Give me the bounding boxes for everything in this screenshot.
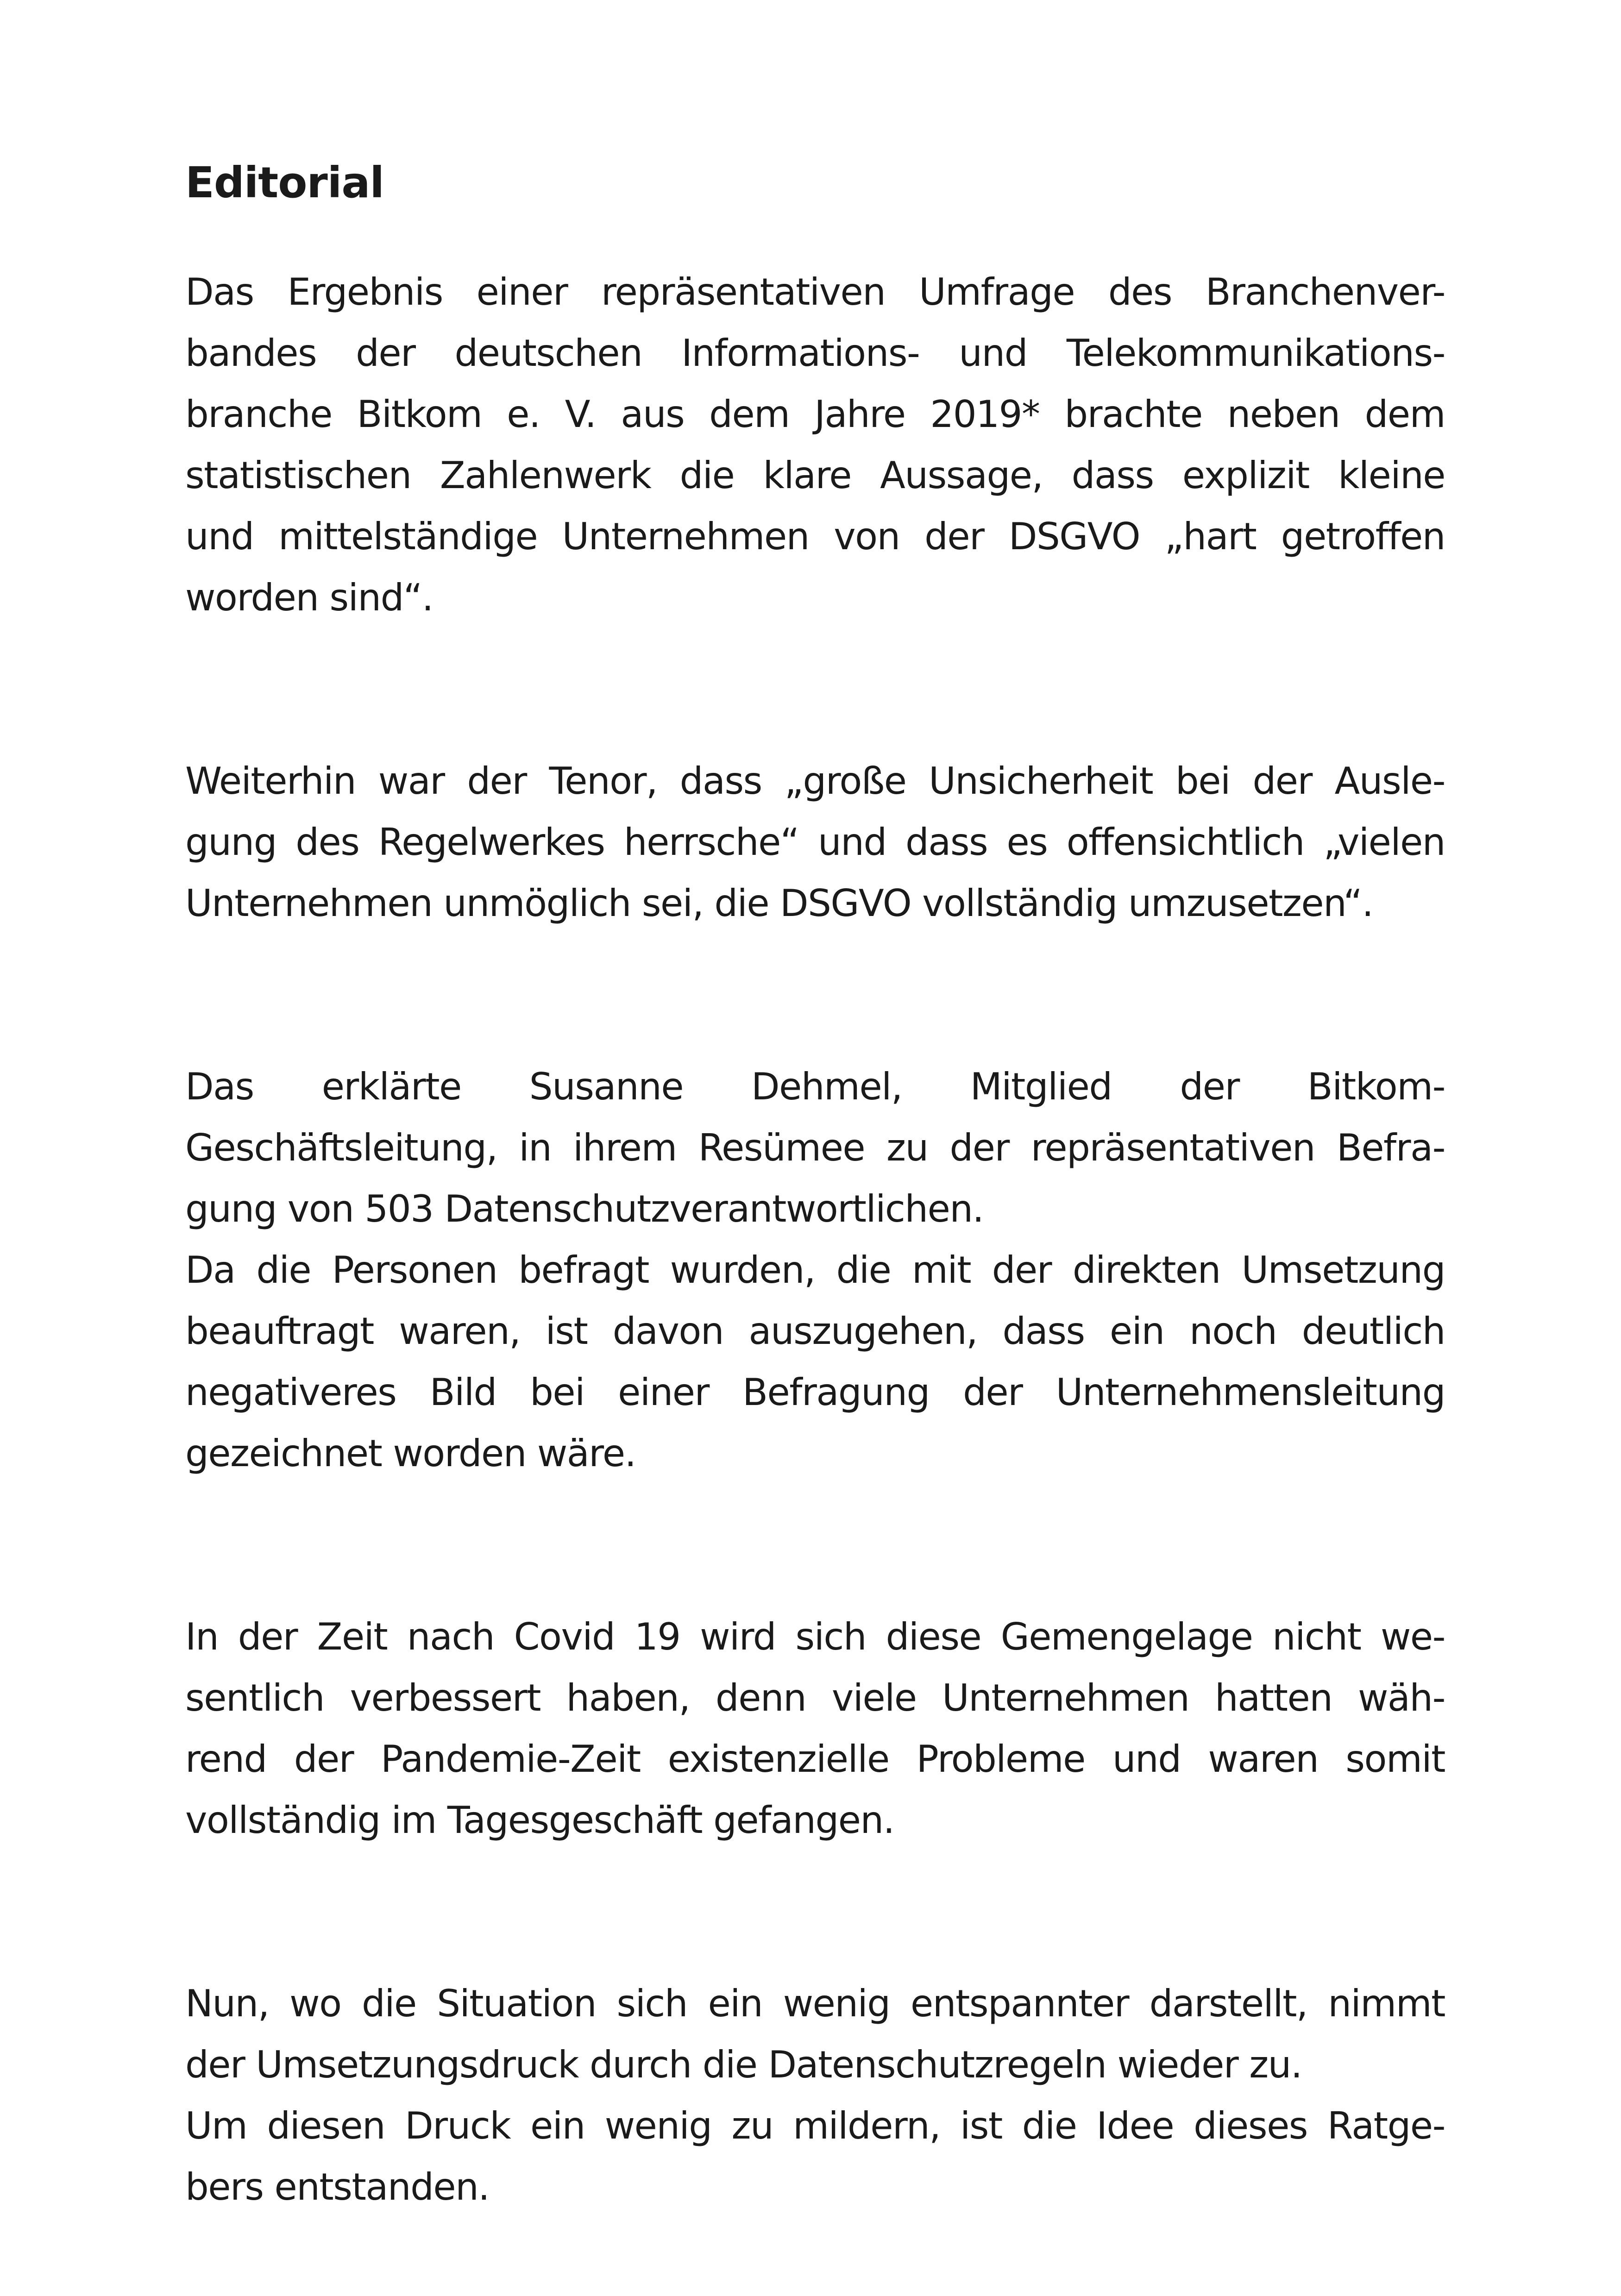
text-line: bers entstanden. bbox=[185, 2165, 490, 2209]
text-line: worden sind“. bbox=[185, 576, 433, 620]
document-content bbox=[185, 157, 1445, 2218]
text-line: der Umsetzungsdruck durch die Datenschutzregeln wieder zu. bbox=[185, 2043, 1302, 2087]
paragraph bbox=[185, 1973, 1445, 2218]
paragraph-spacer bbox=[185, 1851, 1445, 1973]
text-line: Nun, wo die Situation sich ein wenig entspannter darstellt, nimmt bbox=[185, 1982, 1445, 2026]
text-line: und mittelständige Unternehmen von der DSGVO „hart getroffen bbox=[185, 515, 1445, 558]
paragraph bbox=[185, 1606, 1445, 1851]
text-line: beauftragt waren, ist davon auszugehen, dass ein noch deutlich bbox=[185, 1310, 1445, 1353]
paragraph-spacer bbox=[185, 1484, 1445, 1606]
paragraph bbox=[185, 1056, 1445, 1484]
text-line: negativeres Bild bei einer Befragung der Unternehmensleitung bbox=[185, 1371, 1445, 1414]
text-line: branche Bitkom e. V. aus dem Jahre 2019* brachte neben dem bbox=[185, 393, 1445, 436]
text-line: gung des Regelwerkes herrsche“ und dass es offensichtlich „vielen bbox=[185, 821, 1445, 864]
text-line: statistischen Zahlenwerk die klare Aussage, dass explizit kleine bbox=[185, 454, 1445, 497]
text-line: bandes der deutschen Informations- und Telekommunikations- bbox=[185, 332, 1445, 375]
text-line: Das erklärte Susanne Dehmel, Mitglied der Bitkom- bbox=[185, 1065, 1445, 1109]
page-title: Editorial bbox=[185, 158, 384, 207]
text-line: In der Zeit nach Covid 19 wird sich diese Gemengelage nicht we- bbox=[185, 1615, 1445, 1659]
text-line: rend der Pandemie-Zeit existenzielle Probleme und waren somit bbox=[185, 1738, 1445, 1781]
text-line: sentlich verbessert haben, denn viele Unternehmen hatten wäh- bbox=[185, 1676, 1445, 1720]
text-line: gezeichnet worden wäre. bbox=[185, 1432, 636, 1475]
paragraph bbox=[185, 262, 1445, 628]
text-line: Das Ergebnis einer repräsentativen Umfrage des Branchenver- bbox=[185, 270, 1445, 314]
paragraph-spacer bbox=[185, 628, 1445, 751]
text-line: Unternehmen unmöglich sei, die DSGVO vollständig umzusetzen“. bbox=[185, 882, 1373, 925]
text-line: Um diesen Druck ein wenig zu mildern, ist die Idee dieses Ratge- bbox=[185, 2104, 1445, 2148]
text-line: vollständig im Tagesgeschäft gefangen. bbox=[185, 1799, 894, 1842]
text-line: Weiterhin war der Tenor, dass „große Unsicherheit bei der Ausle- bbox=[185, 759, 1445, 803]
text-line: gung von 503 Datenschutzverantwortlichen. bbox=[185, 1187, 984, 1231]
paragraph bbox=[185, 751, 1445, 934]
paragraph-spacer bbox=[185, 934, 1445, 1056]
text-line: Geschäftsleitung, in ihrem Resümee zu der repräsentativen Befra- bbox=[185, 1126, 1445, 1170]
text-line: Da die Personen befragt wurden, die mit der direkten Umsetzung bbox=[185, 1248, 1445, 1292]
